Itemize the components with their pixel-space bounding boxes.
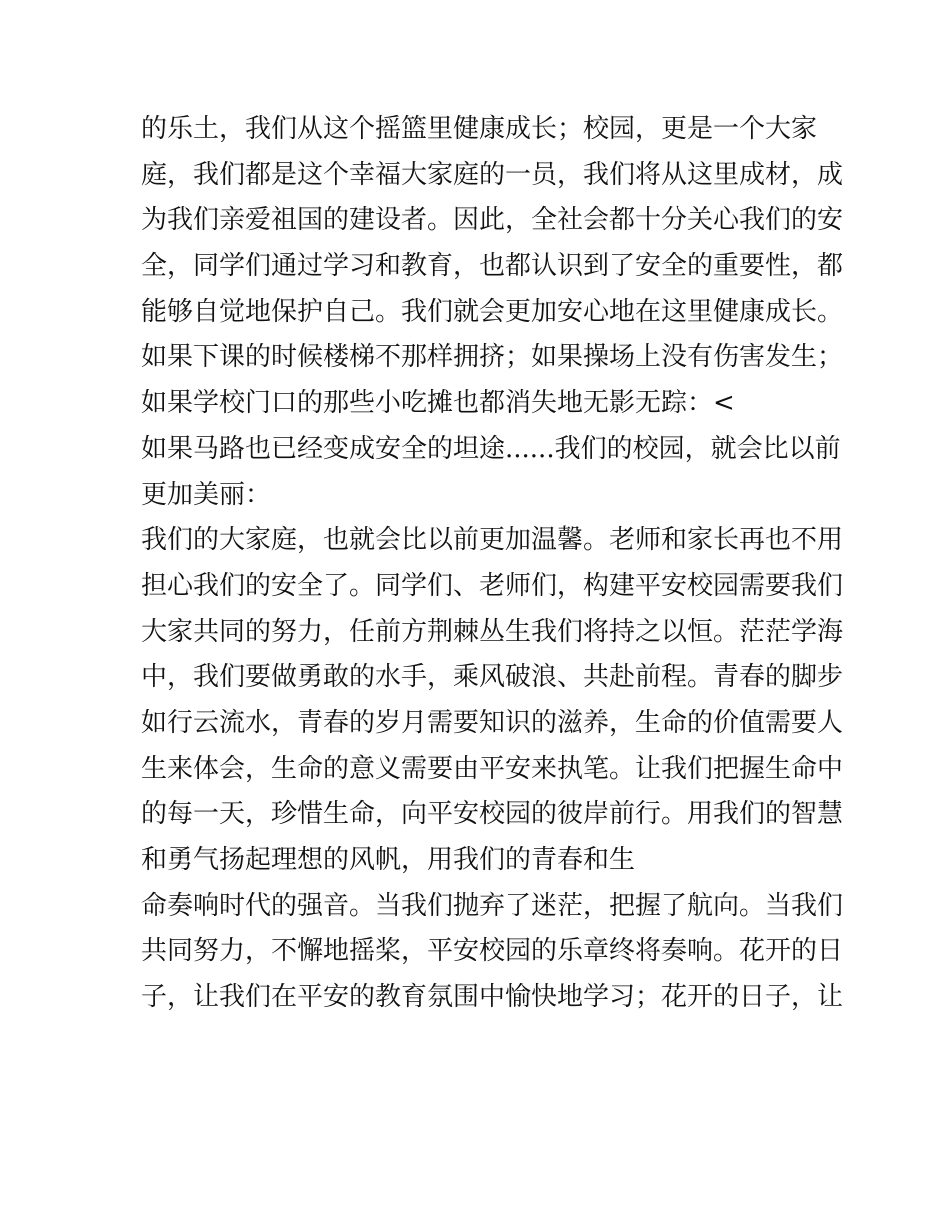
text-line: 共同努力，不懈地摇桨，平安校园的乐章终将奏响。花开的日 <box>141 936 844 967</box>
text-line: 子，让我们在平安的教育氛围中愉快地学习；花开的日子，让 <box>141 982 844 1013</box>
text-line: 如行云流水，青春的岁月需要知识的滋养，生命的价值需要人 <box>141 707 844 738</box>
text-line: 如果马路也已经变成安全的坦途......我们的校园，就会比以前 <box>141 433 841 464</box>
body-text <box>141 107 844 1021</box>
text-line: 生来体会，生命的意义需要由平安来执笔。让我们把握生命中 <box>141 753 844 784</box>
text-line: 中，我们要做勇敢的水手，乘风破浪、共赴前程。青春的脚步 <box>141 662 844 693</box>
text-line: 更加美丽： <box>141 479 272 510</box>
text-line: 和勇气扬起理想的风帆，用我们的青春和生 <box>141 845 636 875</box>
text-line: 能够自觉地保护自己。我们就会更加安心地在这里健康成长。 <box>141 296 844 327</box>
text-line: 为我们亲爱祖国的建设者。因此，全社会都十分关心我们的安 <box>141 205 844 236</box>
text-line: 的每一天，珍惜生命，向平安校园的彼岸前行。用我们的智慧 <box>141 799 844 830</box>
text-line: 担心我们的安全了。同学们、老师们，构建平安校园需要我们 <box>141 570 844 601</box>
text-line: 如果学校门口的那些小吃摊也都消失地无影无踪：< <box>141 388 735 419</box>
text-line: 如果下课的时候楼梯不那样拥挤；如果操场上没有伤害发生； <box>141 342 844 373</box>
text-line: 的乐土，我们从这个摇篮里健康成长；校园，更是一个大家 <box>141 114 818 144</box>
text-line: 命奏响时代的强音。当我们抛弃了迷茫，把握了航向。当我们 <box>141 890 844 921</box>
text-line: 大家共同的努力，任前方荆棘丛生我们将持之以恒。茫茫学海 <box>141 616 844 647</box>
text-line: 全，同学们通过学习和教育，也都认识到了安全的重要性，都 <box>141 251 844 282</box>
text-line: 我们的大家庭，也就会比以前更加温馨。老师和家长再也不用 <box>141 525 844 556</box>
text-line: 庭，我们都是这个幸福大家庭的一员，我们将从这里成材，成 <box>141 159 844 190</box>
